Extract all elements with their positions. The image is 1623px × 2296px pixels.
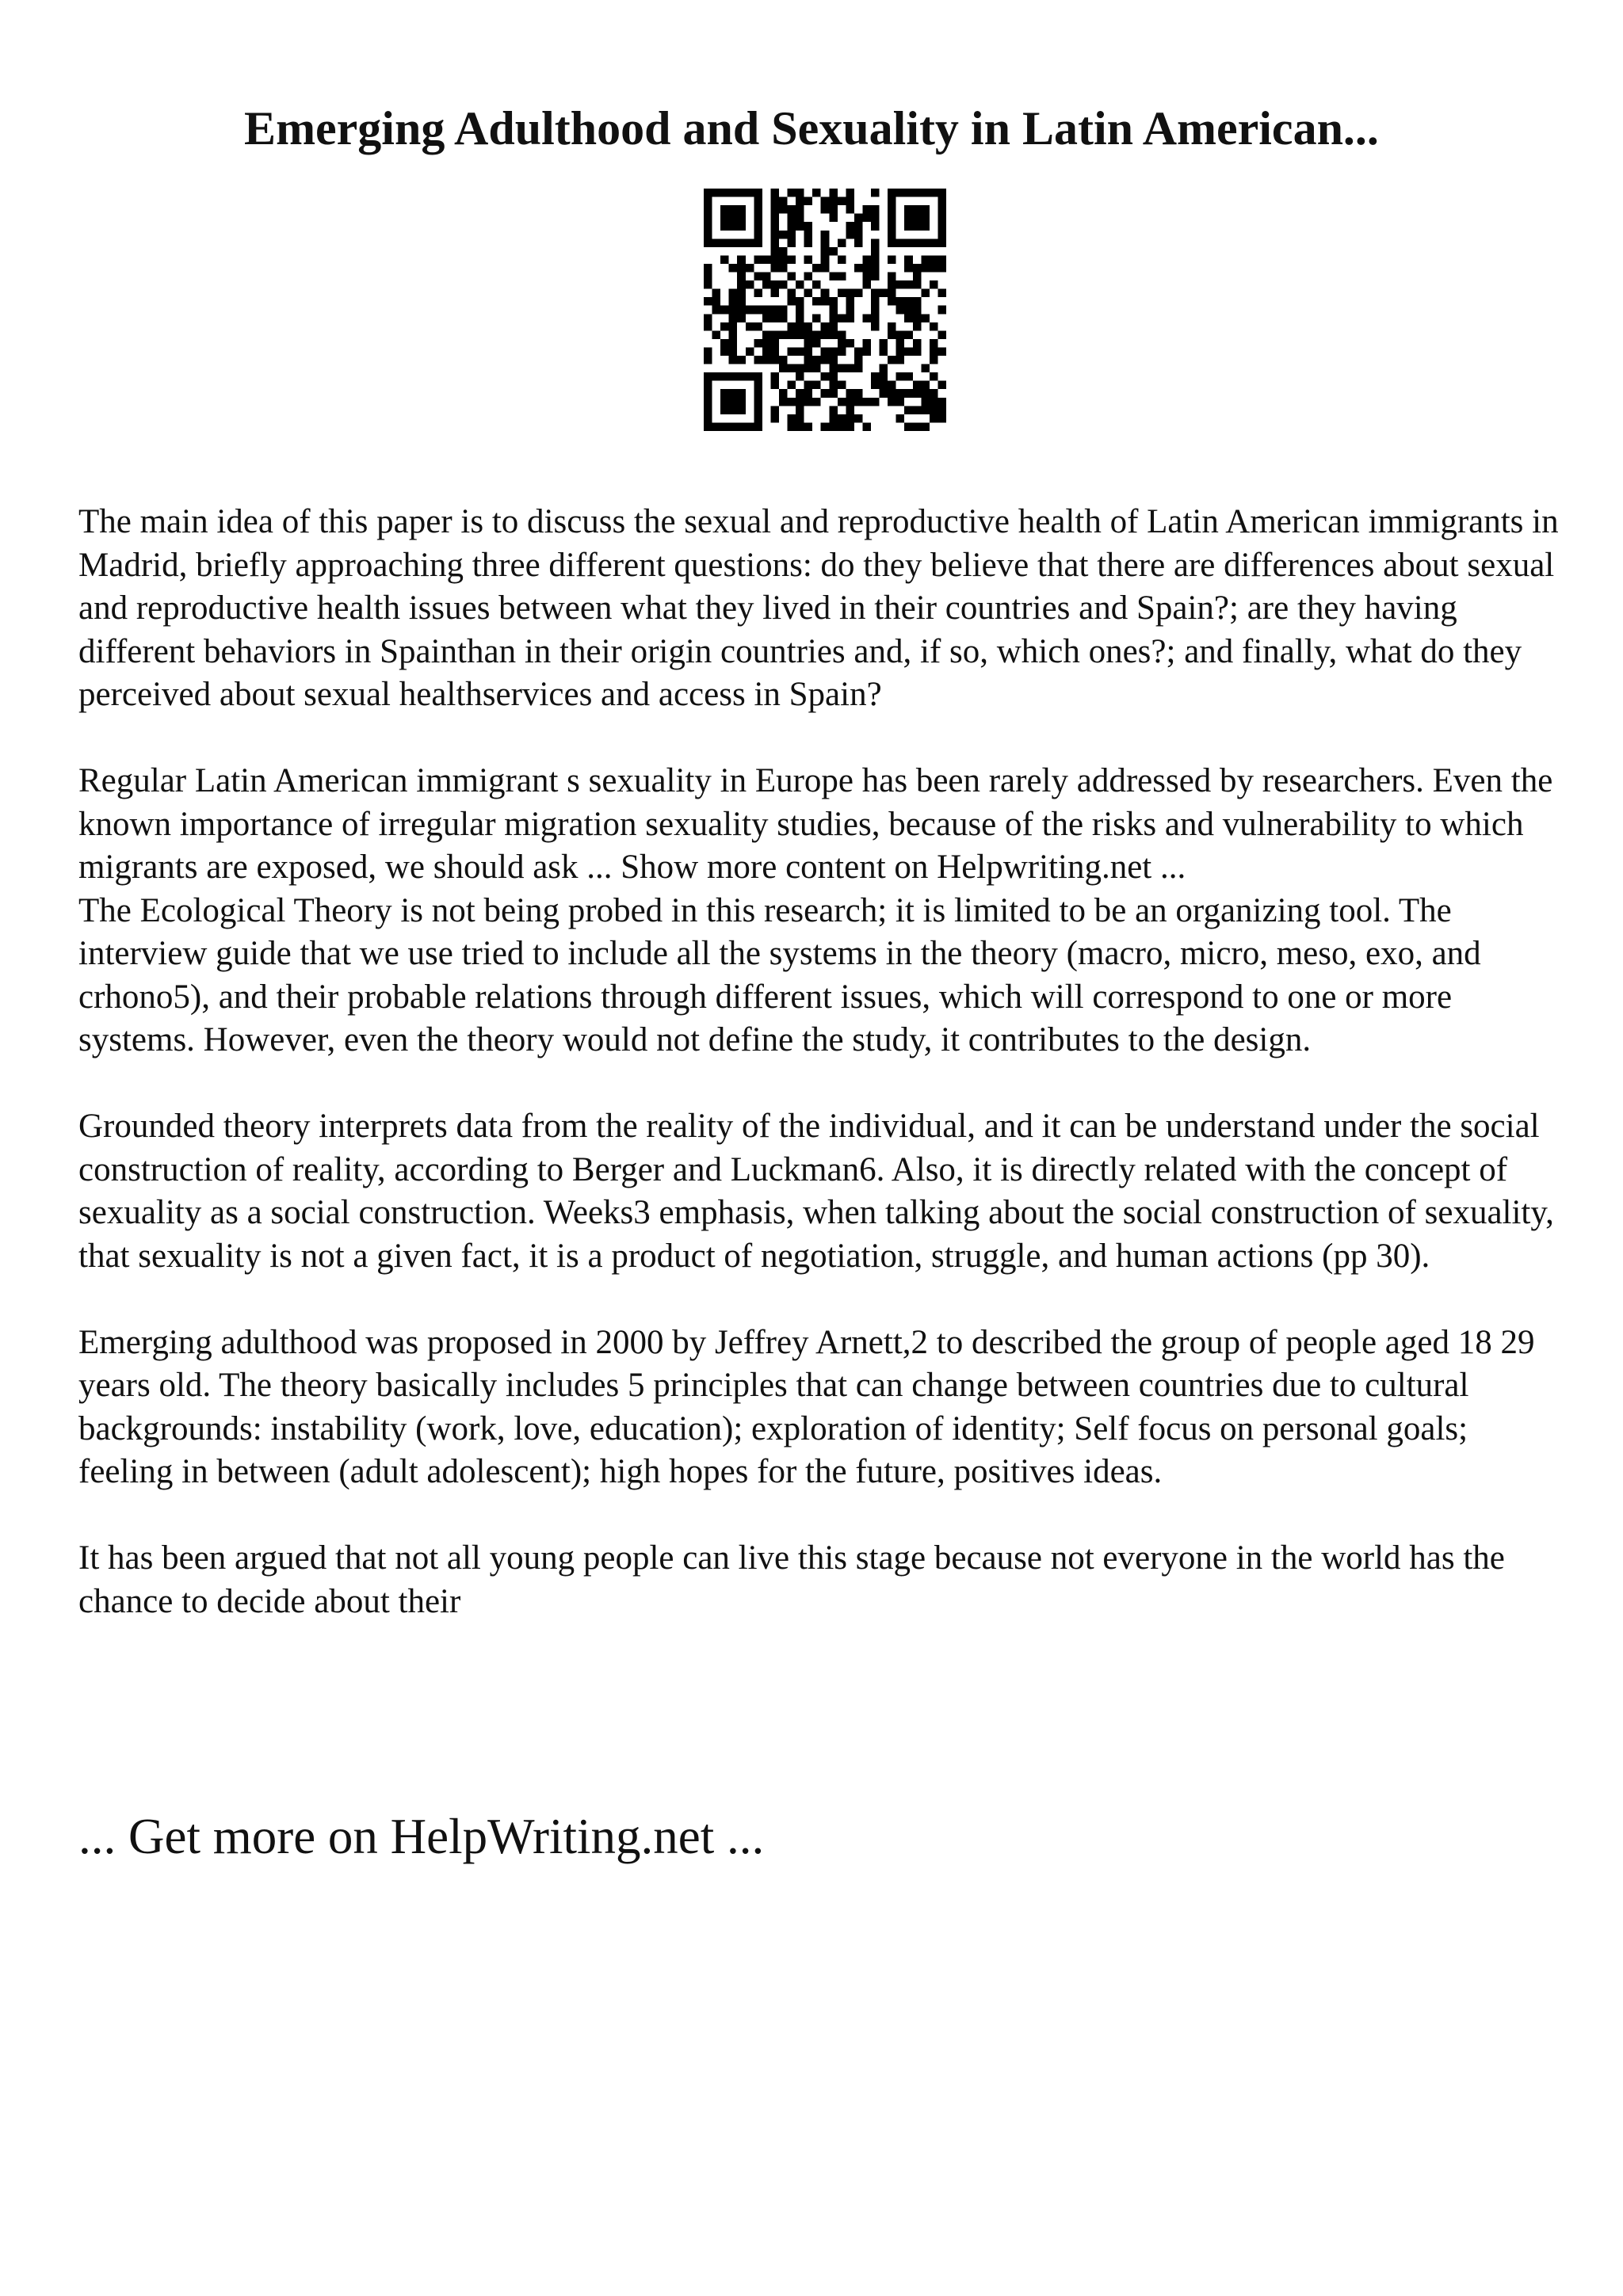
qr-code-icon	[704, 189, 946, 431]
document-title: Emerging Adulthood and Sexuality in Latin American...	[244, 102, 1379, 154]
paragraph-gap	[78, 1494, 1568, 1538]
paragraph-ecological-theory: The Ecological Theory is not being probed in this research; it is limited to be an organizing tool. The interview guide that we use tried to include all the systems in the theory (macro, micro, meso, exo, and crhono5), and their probable relations through different issues, which will correspond to one or more systems. However, even the theory would not define the study, it contributes to the design.	[78, 891, 1481, 1058]
paragraph-argument: It has been argued that not all young people can live this stage because not everyone in the world has the chance to decide about their	[78, 1539, 1505, 1620]
paragraph-emerging-adulthood: Emerging adulthood was proposed in 2000 by Jeffrey Arnett,2 to described the group of people aged 18 29 years old. The theory basically includes 5 principles that can change between countries due to cultural backgrounds: instability (work, love, education); exploration of identity; Self focus on personal goals; feeling in between (adult adolescent); high hopes for the future, positives ideas.	[78, 1323, 1535, 1490]
paragraph-intro: The main idea of this paper is to discuss the sexual and reproductive health of Latin American immigrants in Madrid, briefly approaching three different questions: do they believe that there are differences about sexual and reproductive health issues between what they lived in their countries and Spain?; are they having different behaviors in Spainthan in their origin countries and, if so, which ones?; and finally, what do they perceived about sexual healthservices and access in Spain?	[78, 503, 1559, 713]
get-more-link[interactable]: ... Get more on HelpWriting.net ...	[78, 1809, 765, 1864]
paragraph-grounded-theory: Grounded theory interprets data from the reality of the individual, and it can be understand under the social construction of reality, according to Berger and Luckman6. Also, it is directly related with the concept of sexuality as a social construction. Weeks3 emphasis, when talking about the social construction of sexuality, that sexuality is not a given fact, it is a product of negotiation, struggle, and human actions (pp 30).	[78, 1108, 1554, 1275]
paragraph-gap	[78, 717, 1568, 761]
paragraph-regular-immigrants: Regular Latin American immigrant s sexuality in Europe has been rarely addressed by researchers. Even the known importance of irregular migration sexuality studies, because of the risks and vulnerability to which migrants are exposed, we should ask ... Show more content on Helpwriting.net ...	[78, 762, 1553, 886]
paragraph-gap	[78, 1278, 1568, 1322]
paragraph-gap	[78, 1062, 1568, 1106]
document-body	[78, 501, 1568, 1623]
